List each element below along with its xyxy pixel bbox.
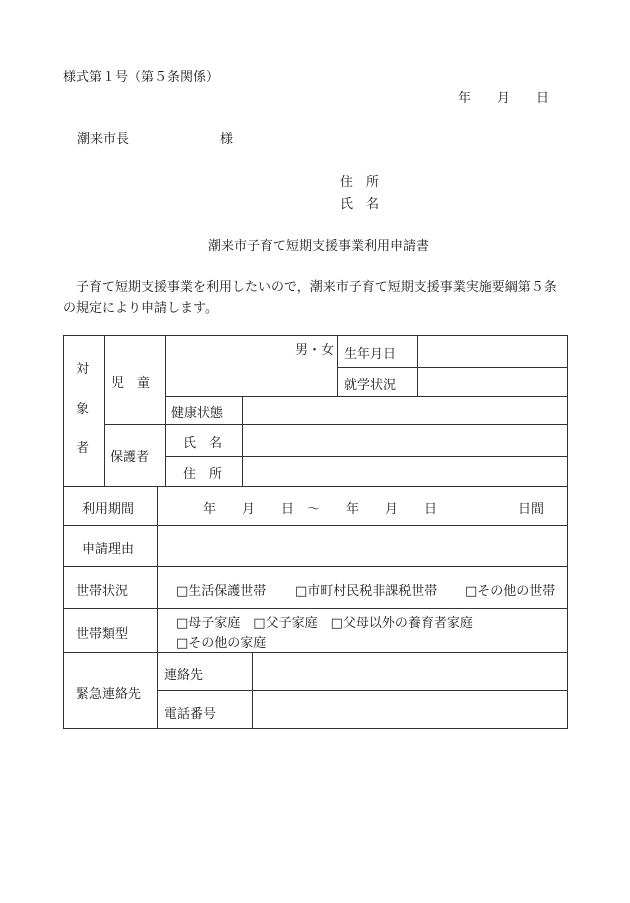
guardian-name-label: 氏 名 (183, 436, 223, 451)
body-text-line2: の規定により申請します。 (63, 301, 218, 316)
period-days: 日間 (518, 502, 545, 517)
target-label-2: 象 (76, 402, 90, 417)
body-text-line1: 子育て短期支援事業を利用したいので，潮来市子育て短期支援事業実施要綱第５条 (76, 280, 557, 295)
phone-label: 電話番号 (164, 707, 217, 722)
form-number: 様式第１号（第５条関係） (63, 70, 220, 85)
form-title: 潮来市子育て短期支援事業利用申請書 (208, 239, 430, 254)
guardian-label: 保護者 (110, 450, 150, 465)
household-option-tax-exempt[interactable]: □市町村民税非課税世帯 (295, 584, 438, 599)
target-label-1: 対 (76, 362, 90, 377)
contact-label: 連絡先 (164, 668, 204, 683)
household-type-label: 世帯類型 (76, 627, 129, 642)
target-label-3: 者 (76, 441, 90, 456)
addressee: 潮来市長 様 (77, 132, 234, 147)
birthdate-field[interactable] (417, 335, 568, 368)
date-line: 年 月 日 (458, 91, 550, 106)
contact-field[interactable] (252, 652, 568, 691)
school-status-label: 就学状況 (344, 378, 397, 393)
period-value: 年 月 日 ～ 年 月 日 (203, 502, 438, 517)
gender-options[interactable]: 男・女 (295, 343, 335, 358)
phone-field[interactable] (252, 690, 568, 729)
applicant-address-label: 住 所 (340, 175, 380, 190)
guardian-name-field[interactable] (242, 424, 568, 457)
household-option-other[interactable]: □その他の世帯 (465, 584, 556, 599)
household-type-line1[interactable]: □母子家庭 □父子家庭 □父母以外の養育者家庭 (176, 616, 473, 631)
reason-field[interactable] (157, 525, 568, 567)
guardian-address-label: 住 所 (183, 467, 223, 482)
health-field[interactable] (242, 396, 568, 425)
health-label: 健康状態 (171, 406, 224, 421)
reason-label: 申請理由 (82, 542, 135, 557)
birthdate-label: 生年月日 (344, 347, 397, 362)
child-label: 児 童 (111, 376, 151, 391)
applicant-name-label: 氏 名 (340, 197, 380, 212)
household-label: 世帯状況 (76, 584, 129, 599)
household-option-welfare[interactable]: □生活保護世帯 (176, 584, 267, 599)
emergency-label: 緊急連絡先 (76, 687, 142, 702)
household-type-line2[interactable]: □その他の家庭 (176, 636, 267, 651)
school-status-field[interactable] (417, 367, 568, 397)
period-label: 利用期間 (82, 502, 135, 517)
guardian-address-field[interactable] (242, 456, 568, 487)
